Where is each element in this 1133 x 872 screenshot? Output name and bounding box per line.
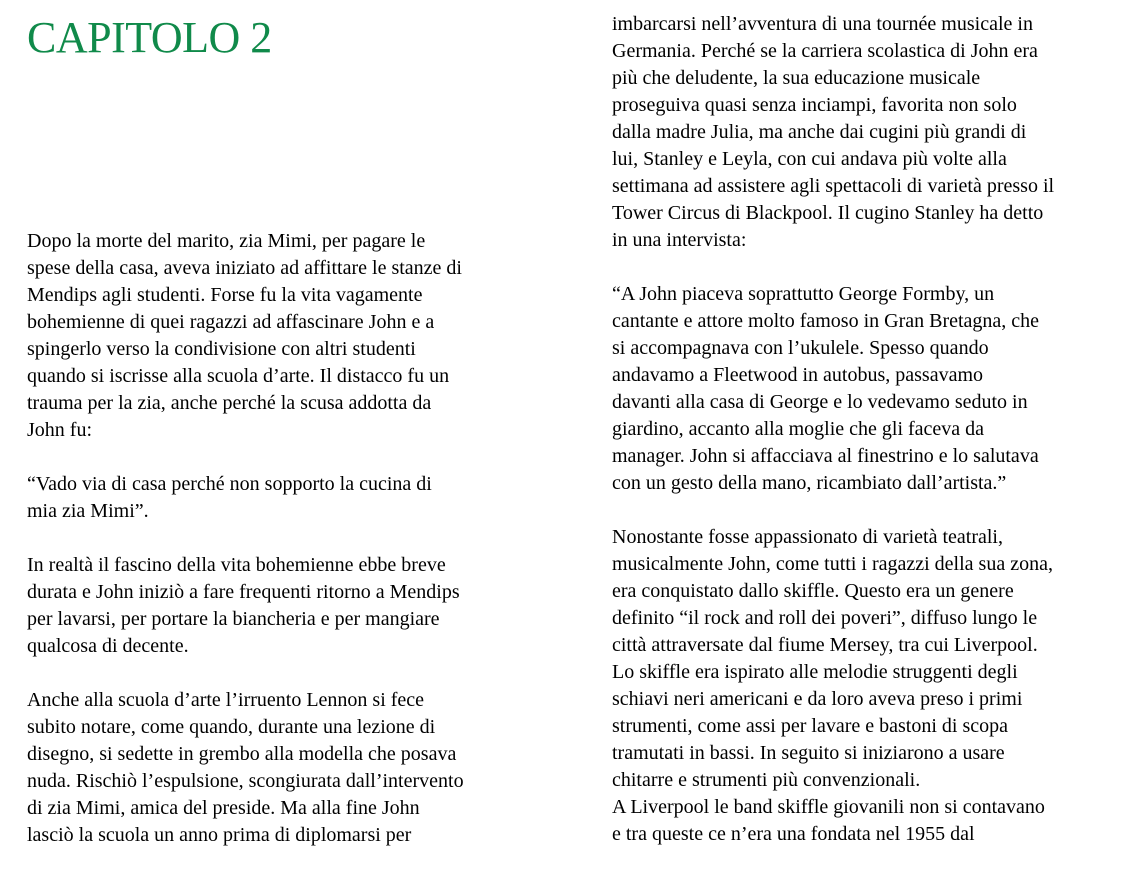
paragraph-gap	[27, 660, 547, 687]
paragraph: Dopo la morte del marito, zia Mimi, per pagare le spese della casa, aveva iniziato ad affittare le stanze di Mendips agli studenti. Forse fu la vita vagamente bohemienne di quei ragazzi ad affascinare John e a spingerlo verso la condivisione con altri studenti quando si iscrisse alla scuola d’arte. Il distacco fu un trauma per la zia, anche perché la scusa addotta da John fu:	[27, 230, 462, 441]
paragraph-gap	[27, 525, 547, 552]
paragraph: A Liverpool le band skiffle giovanili non si contavano e tra queste ce n’era una fondata nel 1955 dal	[612, 796, 1045, 845]
paragraph-gap	[612, 254, 1124, 281]
paragraph: Anche alla scuola d’arte l’irruento Lennon si fece subito notare, come quando, durante una lezione di disegno, si sedette in grembo alla modella che posava nuda. Rischiò l’espulsione, scongiurata dall’intervento di zia Mimi, amica del preside. Ma alla fine John lasciò la scuola un anno prima di diplomarsi per	[27, 689, 464, 846]
paragraph: Nonostante fosse appassionato di varietà teatrali, musicalmente John, come tutti i ragazzi della sua zona, era conquistato dallo skiffle. Questo era un genere definito “il rock and roll dei poveri”, diffuso lungo le città attraversate dal fiume Mersey, tra cui Liverpool. Lo skiffle era ispirato alle melodie struggenti degli schiavi neri americani e da loro aveva preso i primi strumenti, come assi per lavare e bastoni di scopa tramutati in bassi. In seguito si iniziarono a usare chitarre e strumenti più convenzionali.	[612, 526, 1053, 791]
paragraph-gap	[27, 444, 547, 471]
quote-paragraph: “A John piaceva soprattutto George Formby, un cantante e attore molto famoso in Gran Bretagna, che si accompagnava con l’ukulele. Spesso quando andavamo a Fleetwood in autobus, passavamo davanti alla casa di George e lo vedevamo seduto in giardino, accanto alla moglie che gli faceva da manager. John si affacciava al finestrino e lo salutava con un gesto della mano, ricambiato dall’artista.”	[612, 283, 1040, 494]
paragraph: In realtà il fascino della vita bohemienne ebbe breve durata e John iniziò a fare frequenti ritorno a Mendips per lavarsi, per portare la biancheria e per mangiare qualcosa di decente.	[27, 554, 460, 657]
left-column	[27, 0, 547, 849]
right-column	[612, 11, 1124, 848]
paragraph-gap	[612, 497, 1124, 524]
paragraph: imbarcarsi nell’avventura di una tournée musicale in Germania. Perché se la carriera scolastica di John era più che deludente, la sua educazione musicale proseguiva quasi senza inciampi, favorita non solo dalla madre Julia, ma anche dai cugini più grandi di lui, Stanley e Leyla, con cui andava più volte alla settimana ad assistere agli spettacoli di varietà presso il Tower Circus di Blackpool. Il cugino Stanley ha detto in una intervista:	[612, 13, 1055, 251]
chapter-title: CAPITOLO 2	[27, 13, 272, 62]
quote-paragraph: “Vado via di casa perché non sopporto la cucina di mia zia Mimi”.	[27, 473, 432, 522]
